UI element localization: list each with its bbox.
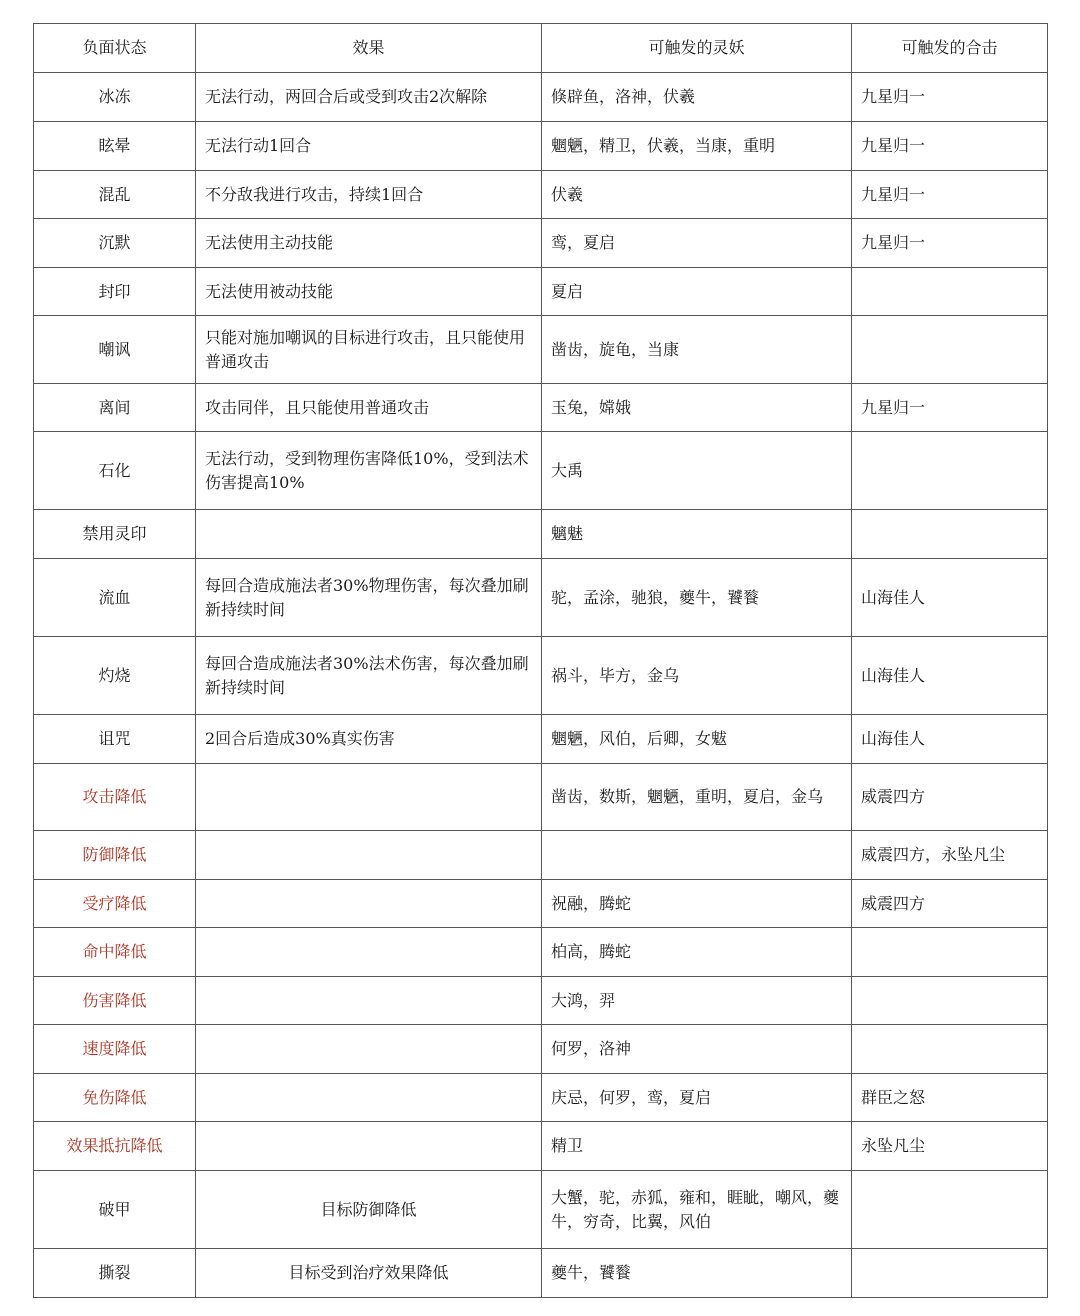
table-row bbox=[34, 559, 1048, 637]
cell-effect: 无法使用主动技能 bbox=[196, 219, 542, 268]
cell-combo: 威震四方 bbox=[852, 880, 1048, 928]
cell-state: 防御降低 bbox=[34, 831, 196, 880]
cell-effect: 无法行动1回合 bbox=[196, 122, 542, 171]
cell-demons: 驼，孟涂，驰狼，夔牛，饕餮 bbox=[542, 559, 852, 637]
header-effect: 效果 bbox=[196, 24, 542, 73]
cell-effect: 2回合后造成30%真实伤害 bbox=[196, 715, 542, 764]
cell-combo: 九星归一 bbox=[852, 219, 1048, 268]
cell-demons: 魍魉，风伯，后卿，女魃 bbox=[542, 715, 852, 764]
cell-combo: 九星归一 bbox=[852, 171, 1048, 219]
cell-state: 嘲讽 bbox=[34, 316, 196, 384]
cell-demons: 精卫 bbox=[542, 1122, 852, 1171]
cell-effect bbox=[196, 1025, 542, 1074]
cell-demons: 大蟹，驼，赤狐，雍和，睚眦，嘲风，夔牛，穷奇，比翼，风伯 bbox=[542, 1171, 852, 1249]
cell-effect bbox=[196, 510, 542, 559]
table-row bbox=[34, 73, 1048, 122]
table-row bbox=[34, 831, 1048, 880]
cell-combo bbox=[852, 316, 1048, 384]
table-row bbox=[34, 977, 1048, 1025]
cell-combo: 九星归一 bbox=[852, 122, 1048, 171]
table-row bbox=[34, 384, 1048, 432]
cell-demons: 魑魅 bbox=[542, 510, 852, 559]
cell-demons: 祸斗，毕方，金乌 bbox=[542, 637, 852, 715]
cell-combo bbox=[852, 1171, 1048, 1249]
cell-demons: 夔牛，饕餮 bbox=[542, 1249, 852, 1298]
table-row bbox=[34, 316, 1048, 384]
cell-combo: 山海佳人 bbox=[852, 637, 1048, 715]
cell-combo bbox=[852, 1025, 1048, 1074]
cell-combo: 威震四方 bbox=[852, 764, 1048, 831]
cell-state: 命中降低 bbox=[34, 928, 196, 977]
cell-state: 受疗降低 bbox=[34, 880, 196, 928]
cell-state: 封印 bbox=[34, 268, 196, 316]
cell-demons: 凿齿，旋龟，当康 bbox=[542, 316, 852, 384]
table-row bbox=[34, 1122, 1048, 1171]
cell-effect bbox=[196, 928, 542, 977]
cell-effect: 目标受到治疗效果降低 bbox=[196, 1249, 542, 1298]
cell-effect bbox=[196, 880, 542, 928]
header-combo: 可触发的合击 bbox=[852, 24, 1048, 73]
cell-state: 眩晕 bbox=[34, 122, 196, 171]
cell-combo: 山海佳人 bbox=[852, 559, 1048, 637]
cell-state: 速度降低 bbox=[34, 1025, 196, 1074]
cell-state: 流血 bbox=[34, 559, 196, 637]
cell-demons: 玉兔，嫦娥 bbox=[542, 384, 852, 432]
cell-demons: 倏辟鱼，洛神，伏羲 bbox=[542, 73, 852, 122]
table-row bbox=[34, 1171, 1048, 1249]
cell-state: 石化 bbox=[34, 432, 196, 510]
table-row bbox=[34, 637, 1048, 715]
cell-demons: 大鸿，羿 bbox=[542, 977, 852, 1025]
cell-demons: 柏高，腾蛇 bbox=[542, 928, 852, 977]
cell-combo: 威震四方，永坠凡尘 bbox=[852, 831, 1048, 880]
cell-effect: 无法行动，受到物理伤害降低10%，受到法术伤害提高10% bbox=[196, 432, 542, 510]
cell-effect: 攻击同伴，且只能使用普通攻击 bbox=[196, 384, 542, 432]
cell-effect bbox=[196, 831, 542, 880]
header-row bbox=[34, 24, 1048, 73]
table-row bbox=[34, 432, 1048, 510]
cell-demons: 魍魉，精卫，伏羲，当康，重明 bbox=[542, 122, 852, 171]
cell-effect bbox=[196, 764, 542, 831]
cell-state: 禁用灵印 bbox=[34, 510, 196, 559]
cell-combo bbox=[852, 432, 1048, 510]
cell-state: 混乱 bbox=[34, 171, 196, 219]
cell-state: 冰冻 bbox=[34, 73, 196, 122]
cell-combo bbox=[852, 977, 1048, 1025]
cell-demons: 大禹 bbox=[542, 432, 852, 510]
cell-combo bbox=[852, 510, 1048, 559]
cell-state: 破甲 bbox=[34, 1171, 196, 1249]
cell-demons: 何罗，洛神 bbox=[542, 1025, 852, 1074]
header-state: 负面状态 bbox=[34, 24, 196, 73]
cell-combo: 山海佳人 bbox=[852, 715, 1048, 764]
cell-combo bbox=[852, 268, 1048, 316]
table-row bbox=[34, 1074, 1048, 1122]
cell-effect: 只能对施加嘲讽的目标进行攻击，且只能使用普通攻击 bbox=[196, 316, 542, 384]
cell-state: 沉默 bbox=[34, 219, 196, 268]
table-row bbox=[34, 268, 1048, 316]
cell-state: 效果抵抗降低 bbox=[34, 1122, 196, 1171]
cell-state: 灼烧 bbox=[34, 637, 196, 715]
cell-state: 攻击降低 bbox=[34, 764, 196, 831]
cell-effect bbox=[196, 1122, 542, 1171]
cell-demons: 凿齿，数斯，魍魉，重明，夏启，金乌 bbox=[542, 764, 852, 831]
table-row bbox=[34, 764, 1048, 831]
table-row bbox=[34, 171, 1048, 219]
table-row bbox=[34, 880, 1048, 928]
cell-combo bbox=[852, 1249, 1048, 1298]
table-row bbox=[34, 219, 1048, 268]
table-row bbox=[34, 715, 1048, 764]
table-row bbox=[34, 1025, 1048, 1074]
cell-state: 免伤降低 bbox=[34, 1074, 196, 1122]
cell-demons: 夏启 bbox=[542, 268, 852, 316]
table-body bbox=[34, 73, 1048, 1298]
cell-combo bbox=[852, 928, 1048, 977]
table-row bbox=[34, 122, 1048, 171]
cell-effect bbox=[196, 1074, 542, 1122]
table-row bbox=[34, 1249, 1048, 1298]
cell-combo: 九星归一 bbox=[852, 384, 1048, 432]
cell-demons: 祝融，腾蛇 bbox=[542, 880, 852, 928]
cell-effect: 目标防御降低 bbox=[196, 1171, 542, 1249]
table-row bbox=[34, 510, 1048, 559]
cell-state: 伤害降低 bbox=[34, 977, 196, 1025]
cell-combo: 九星归一 bbox=[852, 73, 1048, 122]
cell-combo: 群臣之怒 bbox=[852, 1074, 1048, 1122]
cell-effect: 无法行动，两回合后或受到攻击2次解除 bbox=[196, 73, 542, 122]
cell-state: 诅咒 bbox=[34, 715, 196, 764]
cell-effect: 不分敌我进行攻击，持续1回合 bbox=[196, 171, 542, 219]
cell-combo: 永坠凡尘 bbox=[852, 1122, 1048, 1171]
cell-state: 离间 bbox=[34, 384, 196, 432]
cell-effect: 每回合造成施法者30%法术伤害，每次叠加刷新持续时间 bbox=[196, 637, 542, 715]
cell-state: 撕裂 bbox=[34, 1249, 196, 1298]
status-table bbox=[33, 23, 1048, 1298]
cell-effect: 无法使用被动技能 bbox=[196, 268, 542, 316]
cell-effect bbox=[196, 977, 542, 1025]
table-row bbox=[34, 928, 1048, 977]
cell-demons bbox=[542, 831, 852, 880]
cell-demons: 伏羲 bbox=[542, 171, 852, 219]
cell-demons: 庆忌，何罗，鸾，夏启 bbox=[542, 1074, 852, 1122]
cell-demons: 鸾，夏启 bbox=[542, 219, 852, 268]
cell-effect: 每回合造成施法者30%物理伤害，每次叠加刷新持续时间 bbox=[196, 559, 542, 637]
header-demons: 可触发的灵妖 bbox=[542, 24, 852, 73]
